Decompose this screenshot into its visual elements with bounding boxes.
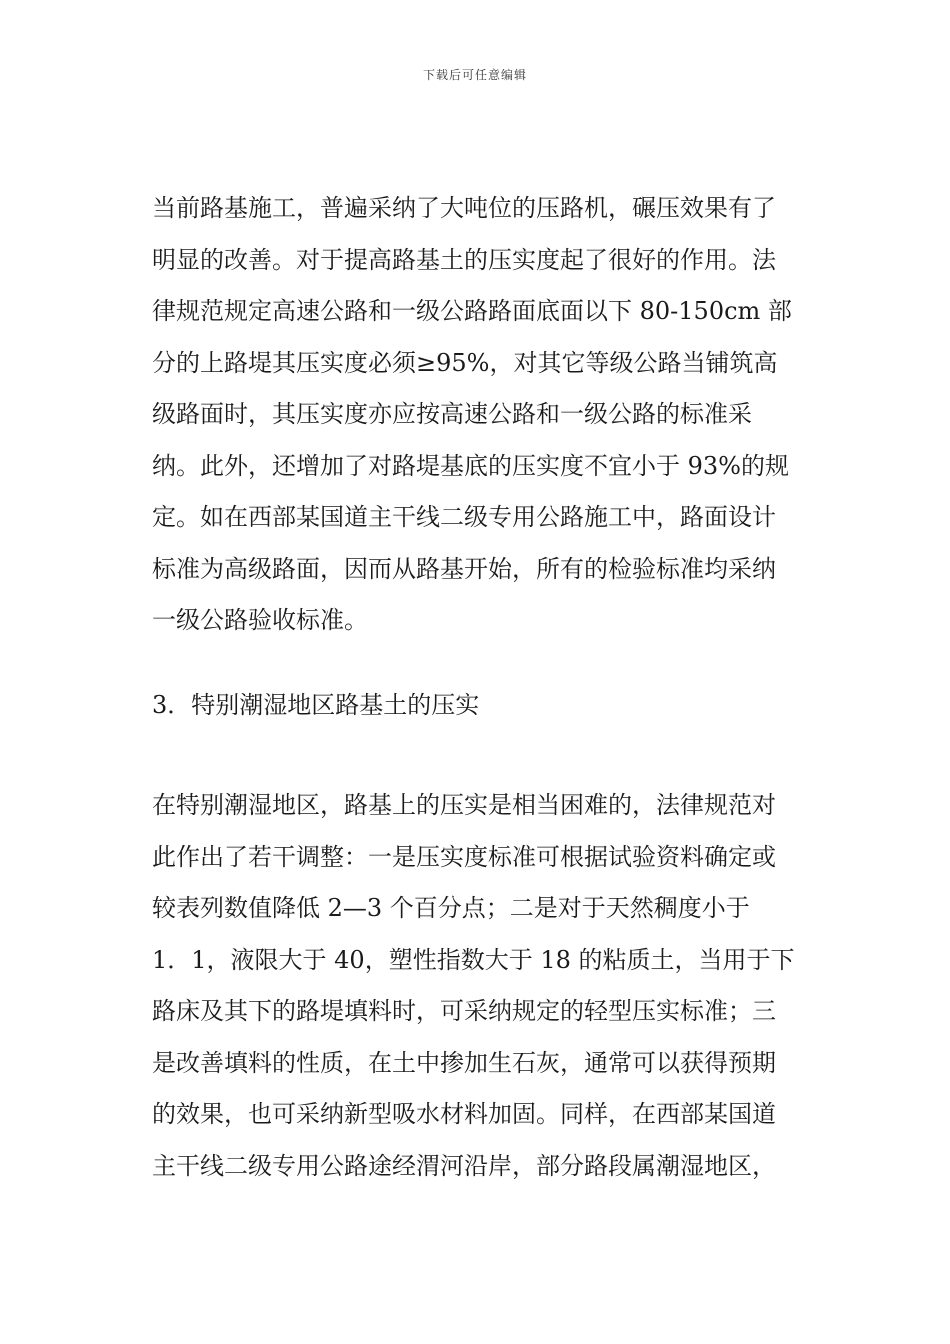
paragraph-line: 一级公路验收标准。 [152,606,368,634]
paragraph-1 [152,183,812,647]
paragraph-line: 律规范规定高速公路和一级公路路面底面以下 80-150cm 部 [152,297,792,325]
paragraph-line: 是改善填料的性质，在土中掺加生石灰，通常可以获得预期 [152,1048,776,1077]
paragraph-line: 此作出了若干调整：一是压实度标准可根据试验资料确定或 [152,842,776,871]
paragraph-line: 在特别潮湿地区，路基上的压实是相当困难的，法律规范对 [152,791,776,819]
paragraph-line: 级路面时，其压实度亦应按高速公路和一级公路的标准采 [152,400,752,428]
paragraph-2 [152,780,812,1192]
paragraph-line: 1．1，液限大于 40，塑性指数大于 18 的粘质土，当用于下 [152,945,795,974]
paragraph-line: 较表列数值降低 2—3 个百分点；二是对于天然稠度小于 [152,894,750,922]
paragraph-line: 标准为高级路面，因而从路基开始，所有的检验标准均采纳 [152,554,776,583]
paragraph-line: 分的上路堤其压实度必须≥95%，对其它等级公路当铺筑高 [152,348,778,377]
paragraph-line: 明显的改善。对于提高路基土的压实度起了很好的作用。法 [152,245,776,274]
paragraph-line: 的效果，也可采纳新型吸水材料加固。同样，在西部某国道 [152,1100,776,1128]
paragraph-line: 定。如在西部某国道主干线二级专用公路施工中，路面设计 [152,503,776,531]
section-heading [152,680,812,732]
paragraph-line: 当前路基施工，普遍采纳了大吨位的压路机，碾压效果有了 [152,194,776,222]
section-heading-text: 3．特别潮湿地区路基土的压实 [152,691,480,719]
page-header: 下载后可任意编辑 [422,68,527,82]
paragraph-line: 路床及其下的路堤填料时，可采纳规定的轻型压实标准；三 [152,997,776,1025]
paragraph-line: 纳。此外，还增加了对路堤基底的压实度不宜小于 93%的规 [152,451,789,480]
paragraph-line: 主干线二级专用公路途经渭河沿岸，部分路段属潮湿地区， [152,1151,776,1180]
